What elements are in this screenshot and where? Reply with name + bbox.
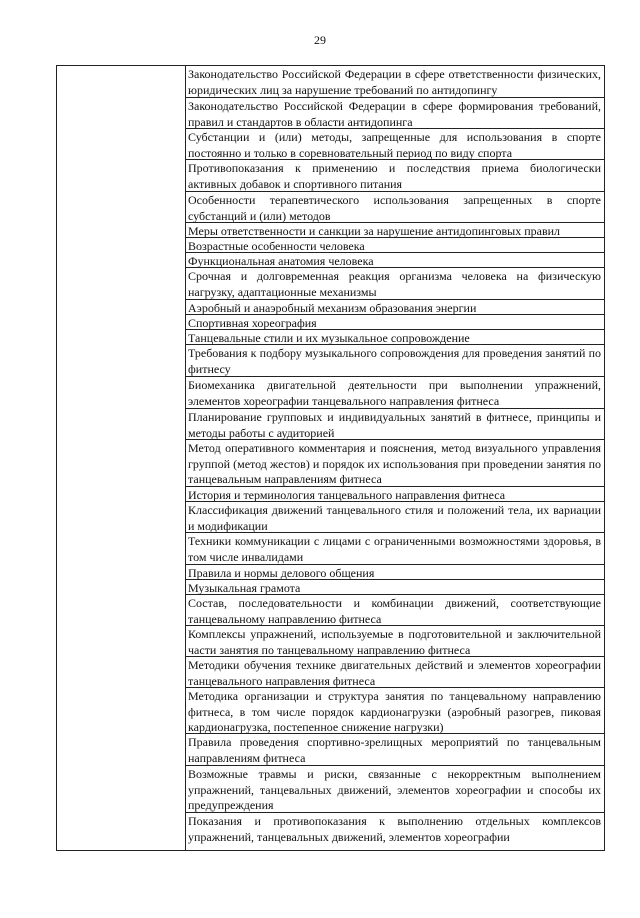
table-row: Классификация движений танцевального стиля и положений тела, их вариации и модификации: [185, 502, 604, 533]
table-row: Особенности терапевтического использования запрещенных в спорте субстанций и (или) методов: [185, 192, 604, 223]
table-row: Комплексы упражнений, используемые в подготовительной и заключительной части занятия по танцевальному направлению фитнеса: [185, 626, 604, 657]
table-row: Планирование групповых и индивидуальных занятий в фитнесе, принципы и методы работы с аудиторией: [185, 409, 604, 440]
table-row: Противопоказания к применению и последствия приема биологически активных добавок и спортивного питания: [185, 160, 604, 192]
table-row: Методики обучения технике двигательных действий и элементов хореографии танцевального направления фитнеса: [185, 657, 604, 688]
table-row: Техники коммуникации с лицами с ограниченными возможностями здоровья, в том числе инвалидами: [185, 533, 604, 565]
table-row: Меры ответственности и санкции за нарушение антидопинговых правил: [185, 223, 604, 238]
knowledge-table: [56, 65, 605, 851]
table-row: Показания и противопоказания к выполнению отдельных комплексов упражнений, танцевальных движений, элементов хореографии: [188, 814, 601, 844]
table-row: Методика организации и структура занятия по танцевальному направлению фитнеса, в том числе порядок кардионагрузки (аэробный разогрев, пиковая кардионагрузка, постепенное снижение нагрузки): [185, 688, 604, 734]
table-row: Состав, последовательности и комбинации движений, соответствующие танцевальному направлению фитнеса: [185, 595, 604, 626]
label-column: [57, 66, 186, 850]
table-row: Спортивная хореография: [185, 315, 604, 330]
table-row: Правила и нормы делового общения: [185, 565, 604, 580]
table-row: Музыкальная грамота: [185, 580, 604, 595]
table-row: Танцевальные стили и их музыкальное сопровождение: [185, 330, 604, 345]
table-row: История и терминология танцевального направления фитнеса: [185, 487, 604, 502]
page-number: 29: [314, 33, 326, 47]
knowledge-rows: [185, 66, 604, 850]
table-row: Функциональная анатомия человека: [185, 253, 604, 268]
table-row: Возможные травмы и риски, связанные с некорректным выполнением упражнений, танцевальных движений, элементов хореографии и способы их предупреждения: [185, 766, 604, 813]
table-row: Аэробный и анаэробный механизм образования энергии: [185, 300, 604, 315]
table-row: Метод оперативного комментария и пояснения, метод визуального управления группой (метод жестов) и порядок их использования при проведении занятия по танцевальным направлениям фитнеса: [185, 440, 604, 487]
table-row: Требования к подбору музыкального сопровождения для проведения занятий по фитнесу: [185, 345, 604, 377]
table-row: Субстанции и (или) методы, запрещенные для использования в спорте постоянно и только в соревновательный период по виду спорта: [185, 129, 604, 160]
table-row: Законодательство Российской Федерации в сфере формирования требований, правил и стандартов в области антидопинга: [185, 98, 604, 129]
table-row: Возрастные особенности человека: [185, 238, 604, 253]
table-row: Правила проведения спортивно-зрелищных мероприятий по танцевальным направлениям фитнеса: [185, 734, 604, 766]
table-row: Законодательство Российской Федерации в сфере ответственности физических, юридических лиц за нарушение требований по антидопингу: [185, 66, 604, 98]
table-row: Срочная и долговременная реакция организма человека на физическую нагрузку, адаптационные механизмы: [185, 268, 604, 300]
table-row: Биомеханика двигательной деятельности при выполнении упражнений, элементов хореографии танцевального направления фитнеса: [185, 377, 604, 409]
